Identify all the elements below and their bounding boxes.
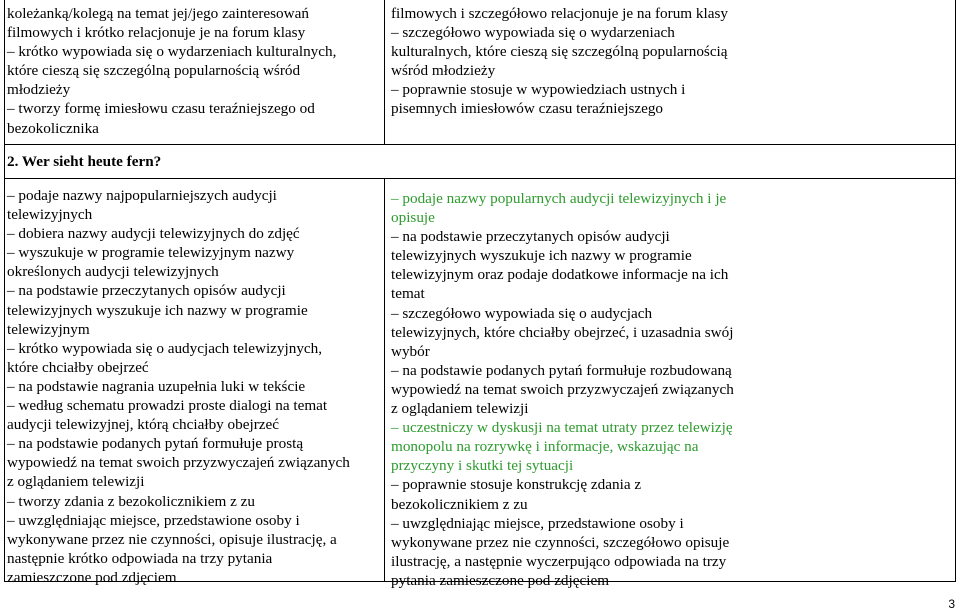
text-line: koleżanką/kolegą na temat jej/jego zainteresowań xyxy=(7,5,309,22)
text-line: telewizyjnych wyszukuje ich nazwy w programie xyxy=(7,301,308,319)
text-line: bezokolicznika xyxy=(7,119,99,137)
text-line: telewizyjnym oraz podaje dodatkowe informacje na ich xyxy=(391,266,729,284)
text-line: – szczegółowo wypowiada się o audycjach xyxy=(391,304,653,322)
text-line: wykonywane przez nie czynności, szczegółowo opisuje xyxy=(391,533,730,551)
text-line: – uwzględniając miejsce, przedstawione osoby i xyxy=(7,511,300,529)
text-line: telewizyjnych xyxy=(7,206,93,224)
text-line: kulturalnych, które cieszą się szczególną popularnością xyxy=(391,43,728,61)
text-line: – krótko wypowiada się o wydarzeniach kulturalnych, xyxy=(7,43,337,61)
text-line: określonych audycji telewizyjnych xyxy=(7,263,219,281)
text-line: – tworzy formę imiesłowu czasu teraźniejszego od xyxy=(7,100,315,118)
text-line: – poprawnie stosuje konstrukcję zdania z xyxy=(391,476,642,494)
text-line: ilustrację, a następnie wyczerpująco odpowiada na trzy xyxy=(391,552,727,570)
text-line: z oglądaniem telewizji xyxy=(391,400,529,418)
text-line: – na podstawie przeczytanych opisów audycji xyxy=(7,282,286,300)
text-line: audycji telewizyjnej, którą chciałby obejrzeć xyxy=(7,416,279,434)
text-line: – na podstawie podanych pytań formułuje rozbudowaną xyxy=(391,361,732,379)
text-line: – podaje nazwy popularnych audycji telewizyjnych i je xyxy=(391,190,727,207)
text-line: filmowych i krótko relacjonuje je na forum klasy xyxy=(7,24,306,42)
text-line: temat xyxy=(391,285,425,303)
text-line: – na podstawie nagrania uzupełnia luki w tekście xyxy=(7,377,306,395)
text-line: bezokolicznikiem z zu xyxy=(391,495,528,513)
text-line: telewizyjnym xyxy=(7,320,90,338)
text-line: – na podstawie podanych pytań formułuje prostą xyxy=(7,435,304,453)
bottom-right-text xyxy=(391,189,946,590)
top-right-text xyxy=(391,4,946,119)
text-line: które cieszą się szczególną popularnością wśród xyxy=(7,62,301,80)
text-line: – uczestniczy w dyskusji na temat utraty przez telewizję xyxy=(391,419,733,437)
text-line: pisemnych imiesłowów czasu teraźniejszego xyxy=(391,100,664,118)
text-line: zamieszczone pod zdjęciem xyxy=(7,568,177,586)
text-line: – dobiera nazwy audycji telewizyjnych do zdjęć xyxy=(7,225,300,243)
text-line: z oglądaniem telewizji xyxy=(7,473,145,491)
text-line: – według schematu prowadzi proste dialogi na temat xyxy=(7,397,328,415)
text-line: pytania zamieszczone pod zdjęciem xyxy=(391,571,610,589)
text-line: opisuje xyxy=(391,209,435,227)
text-line: które chciałby obejrzeć xyxy=(7,358,149,376)
top-left-text xyxy=(7,4,372,138)
text-line: telewizyjnych, które chciałby obejrzeć, i uzasadnia swój xyxy=(391,323,734,341)
text-line: wykonywane przez nie czynności, opisuje ilustrację, a xyxy=(7,530,337,548)
text-line: – tworzy zdania z bezokolicznikiem z zu xyxy=(7,492,255,510)
text-line: telewizyjnych wyszukuje ich nazwy w programie xyxy=(391,247,692,265)
text-line: młodzieży xyxy=(7,81,71,99)
text-line: – krótko wypowiada się o audycjach telewizyjnych, xyxy=(7,339,323,357)
text-line: – podaje nazwy najpopularniejszych audycji xyxy=(7,187,277,204)
text-line: wybór xyxy=(391,342,430,360)
text-line: wypowiedź na temat swoich przyzwyczajeń związanych xyxy=(7,454,350,472)
text-line: – wyszukuje w programie telewizyjnym nazwy xyxy=(7,244,295,262)
bottom-left-text xyxy=(7,186,372,587)
page-number: 3 xyxy=(948,597,955,611)
text-line: monopolu na rozrywkę i informacje, wskazując na xyxy=(391,438,699,456)
text-line: przyczyny i skutki tej sytuacji xyxy=(391,457,574,475)
text-line: – poprawnie stosuje w wypowiedziach ustnych i xyxy=(391,81,686,99)
text-line: wśród młodzieży xyxy=(391,62,496,80)
text-line: – szczegółowo wypowiada się o wydarzeniach xyxy=(391,24,675,42)
section-heading: 2. Wer sieht heute fern? xyxy=(7,153,162,170)
text-line: filmowych i szczegółowo relacjonuje je na forum klasy xyxy=(391,5,728,22)
text-line: – uwzględniając miejsce, przedstawione osoby i xyxy=(391,514,684,532)
text-line: – na podstawie przeczytanych opisów audycji xyxy=(391,228,670,246)
text-line: następnie krótko odpowiada na trzy pytania xyxy=(7,549,273,567)
text-line: wypowiedź na temat swoich przyzwyczajeń związanych xyxy=(391,380,734,398)
